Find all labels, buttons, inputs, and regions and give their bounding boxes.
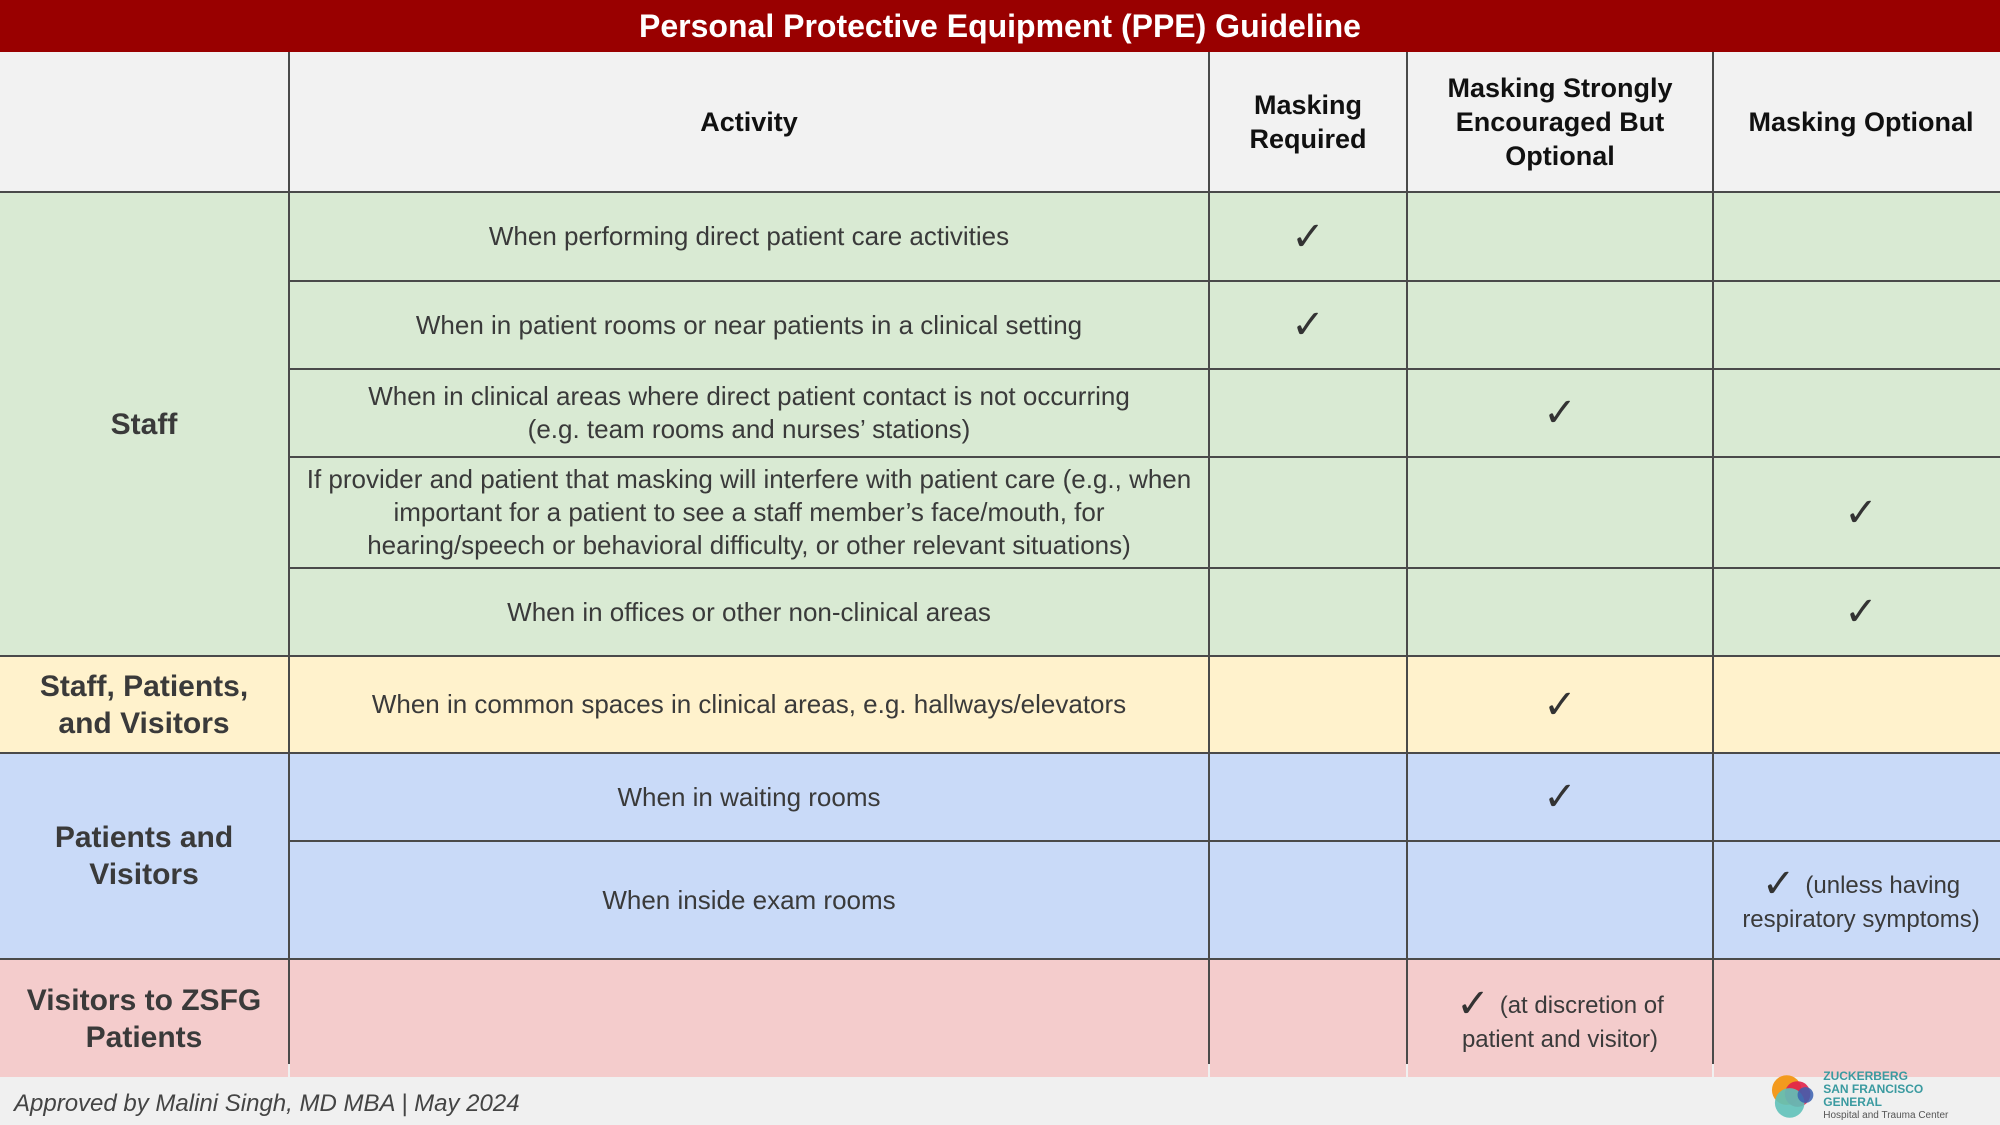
logo-line2: SAN FRANCISCO GENERAL [1823, 1082, 1924, 1109]
empty-cell [1714, 754, 2000, 840]
check-cell [1714, 569, 2000, 655]
empty-cell [1210, 960, 1406, 1077]
check-note-cell [1408, 960, 1712, 1077]
empty-cell [1408, 282, 1712, 368]
logo-line3: Hospital and Trauma Center [1823, 1110, 1949, 1121]
checkmark-icon: ✓ [1543, 775, 1577, 819]
logo-line1: ZUCKERBERG [1823, 1069, 1908, 1083]
checkmark-icon: ✓ [1844, 490, 1878, 535]
page-title: Personal Protective Equipment (PPE) Guideline [0, 0, 2000, 52]
empty-cell [1714, 960, 2000, 1077]
activity-cell: When in clinical areas where direct patient contact is not occurring (e.g. team rooms and nurses’ stations) [290, 370, 1208, 456]
empty-cell [1210, 754, 1406, 840]
empty-cell [1408, 569, 1712, 655]
empty-cell [1714, 657, 2000, 752]
zsfg-logo [1768, 1070, 1983, 1122]
note-text: (unless having respiratory symptoms) [1742, 872, 1980, 933]
activity-cell: When in patient rooms or near patients in a clinical setting [290, 282, 1208, 368]
approval-footer: Approved by Malini Singh, MD MBA | May 2024 [14, 1090, 520, 1117]
group-staff: Staff [0, 193, 288, 655]
checkmark-icon: ✓ [1543, 682, 1577, 727]
group-zsfg-visitors: Visitors to ZSFG Patients [0, 960, 288, 1077]
activity-cell: When inside exam rooms [290, 842, 1208, 958]
empty-cell [1714, 282, 2000, 368]
activity-cell: When performing direct patient care activities [290, 193, 1208, 280]
header-masking-required: Masking Required [1210, 52, 1406, 191]
empty-cell [1408, 193, 1712, 280]
checkmark-icon: ✓ [1291, 214, 1325, 259]
activity-cell [290, 960, 1208, 1077]
header-masking-encouraged: Masking Strongly Encouraged But Optional [1408, 52, 1712, 191]
checkmark-icon: ✓ [1543, 391, 1577, 435]
check-cell [1408, 754, 1712, 840]
header-activity: Activity [290, 52, 1208, 191]
group-patients-visitors: Patients and Visitors [0, 754, 288, 958]
checkmark-icon: ✓ [1761, 862, 1796, 906]
header-group [0, 52, 288, 191]
check-cell [1408, 657, 1712, 752]
empty-cell [1714, 370, 2000, 456]
check-cell [1210, 193, 1406, 280]
checkmark-icon: ✓ [1456, 982, 1490, 1026]
group-staff-patients-visitors: Staff, Patients, and Visitors [0, 657, 288, 752]
empty-cell [1210, 569, 1406, 655]
check-note-cell [1714, 842, 2000, 958]
activity-cell: If provider and patient that masking will interfere with patient care (e.g., when important for a patient to see a staff member’s face/mouth, for hearing/speech or behavioral difficulty, or other relevant situations) [290, 458, 1208, 567]
empty-cell [1210, 458, 1406, 567]
activity-cell: When in offices or other non-clinical areas [290, 569, 1208, 655]
checkmark-icon: ✓ [1844, 590, 1878, 634]
header-masking-optional: Masking Optional [1714, 52, 2000, 191]
empty-cell [1408, 458, 1712, 567]
check-cell [1210, 282, 1406, 368]
checkmark-icon: ✓ [1291, 303, 1325, 347]
check-cell [1408, 370, 1712, 456]
empty-cell [1210, 370, 1406, 456]
activity-cell: When in common spaces in clinical areas, e.g. hallways/elevators [290, 657, 1208, 752]
check-cell [1714, 458, 2000, 567]
zsfg-logo-icon [1768, 1070, 1819, 1122]
empty-cell [1408, 842, 1712, 958]
note-text: (at discretion of patient and visitor) [1461, 992, 1664, 1053]
empty-cell [1210, 657, 1406, 752]
empty-cell [1210, 842, 1406, 958]
empty-cell [1714, 193, 2000, 280]
activity-cell: When in waiting rooms [290, 754, 1208, 840]
ppe-guideline-table [0, 52, 2000, 1064]
